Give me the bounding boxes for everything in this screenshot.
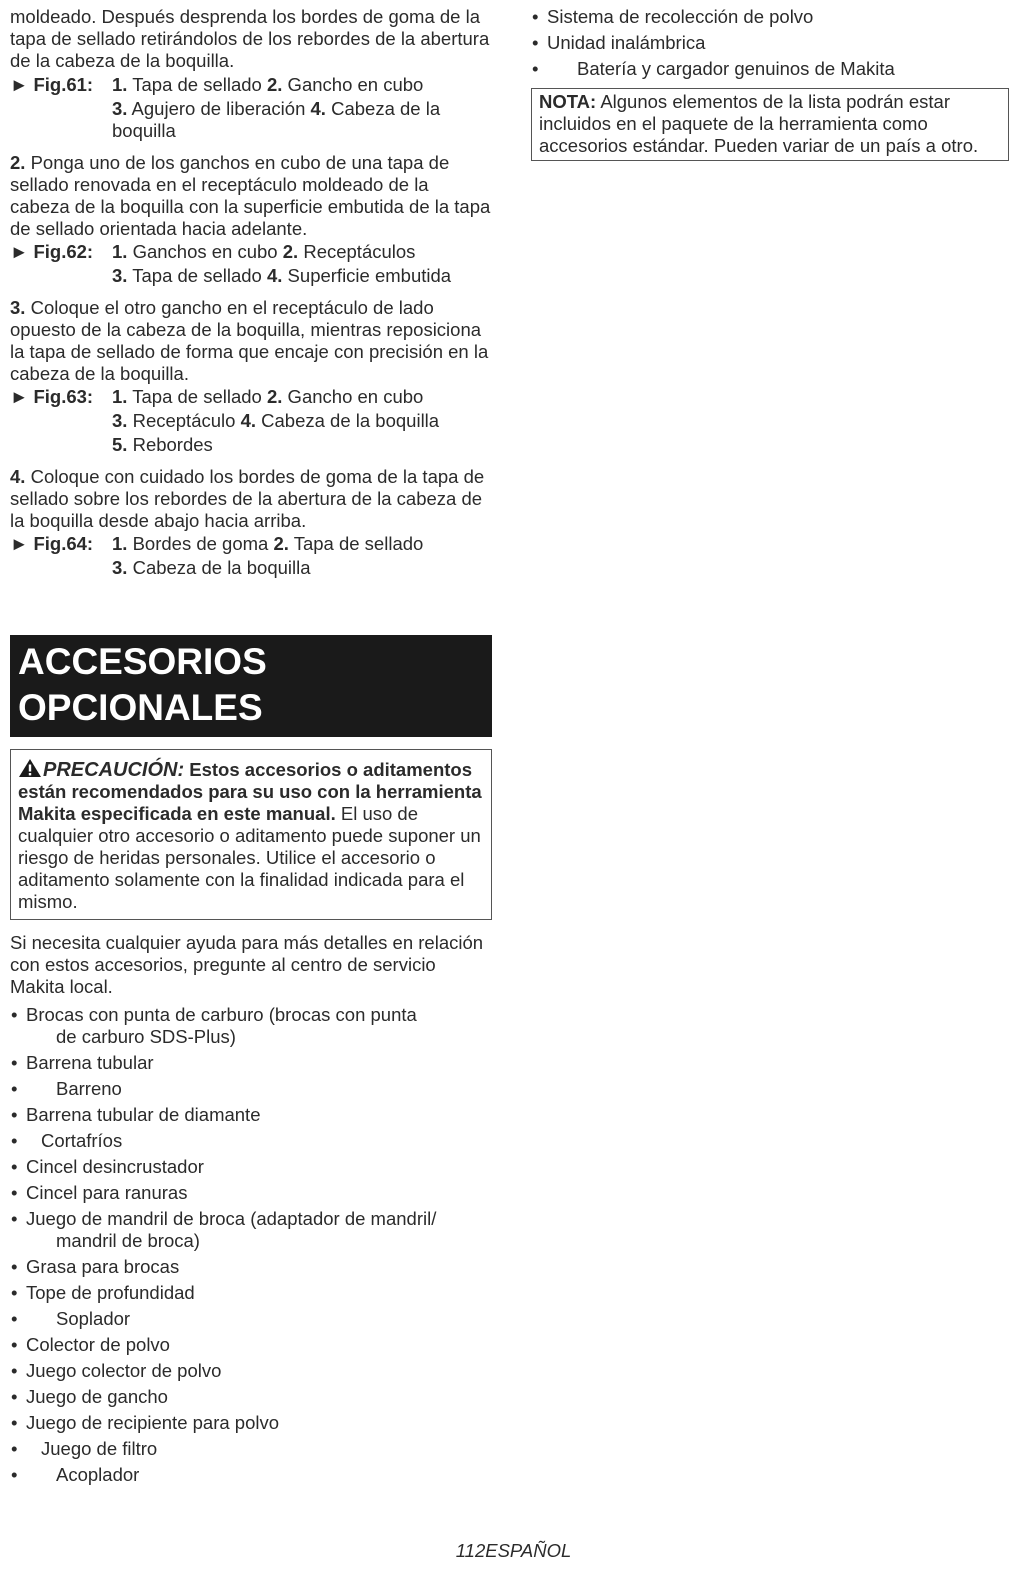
legend-number: 4.: [240, 410, 256, 431]
continuation-paragraph: moldeado. Después desprenda los bordes de goma de la tapa de sellado retirándolos de los rebordes de la abertura de la cabeza de la boquilla.: [10, 6, 490, 71]
figure-reference: ► Fig.62:: [10, 241, 94, 262]
accessory-item: [531, 58, 1009, 80]
accessory-item: [10, 1282, 492, 1304]
legend-label: Superficie embutida: [282, 265, 452, 286]
accessory-item: [10, 1464, 492, 1486]
legend-number: 5.: [112, 434, 128, 455]
accessory-label: Acoplador: [56, 1464, 140, 1485]
accessory-item: [10, 1004, 492, 1048]
fig61-legend: [10, 74, 492, 142]
bullet-icon: •: [11, 1308, 18, 1329]
fig62-legend: [10, 241, 492, 287]
accessory-label: Brocas con punta de carburo (brocas con punta: [26, 1004, 417, 1025]
accessory-item: [10, 1256, 492, 1278]
left-column: [10, 6, 492, 1490]
legend-label: Gancho en cubo: [282, 74, 424, 95]
caution-bold-text: Estos accesorios o aditamentos están recomendados para su uso con la herramienta Makita especificada en este manual.: [18, 759, 482, 824]
step-text: Ponga uno de los ganchos en cubo de una tapa de sellado renovada en el receptáculo moldeado de la cabeza de la boquilla con la superficie embutida de la tapa de sellado orientada hacia adelante.: [10, 152, 491, 239]
fig63-legend: [10, 386, 492, 456]
accessory-label: Sistema de recolección de polvo: [547, 6, 814, 27]
caution-heading: [18, 759, 184, 781]
legend-number: 4.: [266, 265, 283, 286]
step-4: [10, 466, 492, 532]
section-heading-line-2: OPCIONALES: [18, 687, 263, 728]
accessory-item: [10, 1052, 492, 1074]
legend-number: 1.: [112, 533, 128, 554]
legend-label: Agujero de liberación: [127, 98, 311, 119]
figure-legend-line: [112, 265, 492, 287]
accessories-list-left: [10, 1004, 492, 1486]
accessory-label: Tope de profundidad: [26, 1282, 195, 1303]
note-box: [531, 88, 1009, 161]
caution-box: [10, 749, 492, 920]
caution-text: El uso de cualquier otro accesorio o aditamento puede suponer un riesgo de heridas personales. Utilice el accesorio o aditamento solamente con la finalidad indicada para el mismo.: [18, 803, 481, 912]
section-heading-line-1: ACCESORIOS: [18, 641, 267, 682]
step-text: Coloque con cuidado los bordes de goma de la tapa de sellado sobre los rebordes de la abertura de la cabeza de la boquilla desde abajo hacia arriba.: [10, 466, 485, 531]
bullet-icon: •: [11, 1004, 18, 1025]
fig64-legend: [10, 533, 492, 579]
bullet-icon: •: [11, 1464, 18, 1485]
accessory-item: [10, 1156, 492, 1178]
bullet-icon: •: [11, 1334, 18, 1355]
legend-label: Receptáculo: [127, 410, 241, 431]
accessory-label: Juego de filtro: [41, 1438, 158, 1459]
bullet-icon: •: [11, 1130, 18, 1151]
figure-legend-line: [112, 386, 492, 408]
legend-label: Tapa de sellado: [127, 74, 267, 95]
accessory-label: Grasa para brocas: [26, 1256, 180, 1277]
figure-legend-line: [112, 557, 492, 579]
legend-number: 3.: [112, 98, 128, 119]
bullet-icon: •: [11, 1256, 18, 1277]
figure-reference: ► Fig.64:: [10, 533, 94, 554]
accessory-label: Colector de polvo: [26, 1334, 170, 1355]
accessory-label: Barreno: [56, 1078, 122, 1099]
accessory-label: Unidad inalámbrica: [547, 32, 706, 53]
section-heading-banner: [10, 635, 492, 737]
legend-label: Receptáculos: [298, 241, 416, 262]
accessories-list-right: [531, 6, 1009, 80]
accessories-intro: Si necesita cualquier ayuda para más detalles en relación con estos accesorios, pregunte al centro de servicio Makita local.: [10, 932, 484, 997]
figure-legend-line: [112, 410, 492, 432]
warning-triangle-icon: [18, 758, 42, 778]
note-label: NOTA:: [539, 91, 597, 112]
legend-number: 3.: [112, 557, 128, 578]
figure-reference: ► Fig.61:: [10, 74, 94, 95]
accessory-label: Batería y cargador genuinos de Makita: [577, 58, 895, 79]
accessory-item: [10, 1438, 492, 1460]
legend-number: 2.: [282, 241, 299, 262]
bullet-icon: •: [532, 6, 539, 27]
bullet-icon: •: [11, 1386, 18, 1407]
accessory-item: [10, 1334, 492, 1356]
bullet-icon: •: [11, 1078, 18, 1099]
bullet-icon: •: [11, 1052, 18, 1073]
note-text: Algunos elementos de la lista podrán estar incluidos en el paquete de la herramienta como accesorios estándar. Pueden variar de un país a otro.: [539, 91, 979, 156]
bullet-icon: •: [11, 1182, 18, 1203]
legend-label: Cabeza de la boquilla: [127, 557, 311, 578]
figure-legend-line: [112, 241, 492, 263]
accessory-item: [10, 1412, 492, 1434]
accessory-item: [10, 1386, 492, 1408]
legend-number: 2.: [266, 386, 283, 407]
step-2: [10, 152, 492, 240]
step-text: Coloque el otro gancho en el receptáculo de lado opuesto de la cabeza de la boquilla, mientras reposiciona la tapa de sellado de forma que encaje con precisión en la cabeza de la boquilla.: [10, 297, 489, 384]
accessory-label-continued: mandril de broca): [56, 1230, 200, 1251]
legend-number: 1.: [112, 74, 128, 95]
bullet-icon: •: [11, 1412, 18, 1433]
figure-legend-line: [112, 98, 492, 142]
right-column: [531, 6, 1009, 161]
legend-number: 4.: [310, 98, 326, 119]
bullet-icon: •: [11, 1282, 18, 1303]
accessory-label-continued: de carburo SDS-Plus): [56, 1026, 236, 1047]
page-footer: 112ESPAÑOL: [455, 1540, 572, 1561]
accessory-item: [10, 1182, 492, 1204]
legend-label: Ganchos en cubo: [127, 241, 283, 262]
accessory-item: [10, 1360, 492, 1382]
legend-number: 2.: [273, 533, 289, 554]
legend-number: 3.: [112, 410, 128, 431]
bullet-icon: •: [532, 58, 539, 79]
figure-legend-line: [112, 533, 492, 555]
legend-label: Gancho en cubo: [282, 386, 424, 407]
caution-title: PRECAUCIÓN:: [43, 759, 185, 781]
accessory-label: Juego de recipiente para polvo: [26, 1412, 280, 1433]
legend-label: Tapa de sellado: [288, 533, 424, 554]
legend-label: Bordes de goma: [127, 533, 274, 554]
bullet-icon: •: [11, 1208, 18, 1229]
accessory-item: [10, 1208, 492, 1252]
legend-label: Cabeza de la boquilla: [112, 98, 441, 141]
accessory-label: Cincel para ranuras: [26, 1182, 188, 1203]
step-number: 4.: [10, 466, 26, 487]
step-number: 3.: [10, 297, 26, 318]
accessory-label: Juego de mandril de broca (adaptador de mandril/: [26, 1208, 437, 1229]
accessory-item: [531, 6, 1009, 28]
legend-number: 1.: [112, 386, 128, 407]
accessory-label: Barrena tubular: [26, 1052, 154, 1073]
bullet-icon: •: [11, 1156, 18, 1177]
accessory-item: [10, 1308, 492, 1330]
accessory-item: [10, 1130, 492, 1152]
bullet-icon: •: [11, 1360, 18, 1381]
accessory-label: Soplador: [56, 1308, 131, 1329]
accessory-item: [10, 1104, 492, 1126]
bullet-icon: •: [11, 1438, 18, 1459]
legend-number: 2.: [266, 74, 283, 95]
bullet-icon: •: [532, 32, 539, 53]
accessory-label: Juego colector de polvo: [26, 1360, 222, 1381]
legend-number: 1.: [112, 241, 128, 262]
bullet-icon: •: [11, 1104, 18, 1125]
accessory-item: [531, 32, 1009, 54]
legend-number: 3.: [112, 265, 128, 286]
figure-legend-line: [112, 74, 492, 96]
accessory-label: Cortafríos: [41, 1130, 123, 1151]
legend-label: Tapa de sellado: [127, 265, 267, 286]
step-number: 2.: [10, 152, 26, 173]
legend-label: Tapa de sellado: [127, 386, 267, 407]
accessory-label: Barrena tubular de diamante: [26, 1104, 261, 1125]
legend-label: Rebordes: [127, 434, 213, 455]
accessory-item: [10, 1078, 492, 1100]
accessory-label: Cincel desincrustador: [26, 1156, 204, 1177]
step-3: [10, 297, 492, 385]
legend-label: Cabeza de la boquilla: [256, 410, 440, 431]
accessory-label: Juego de gancho: [26, 1386, 168, 1407]
figure-legend-line: [112, 434, 492, 456]
figure-reference: ► Fig.63:: [10, 386, 94, 407]
